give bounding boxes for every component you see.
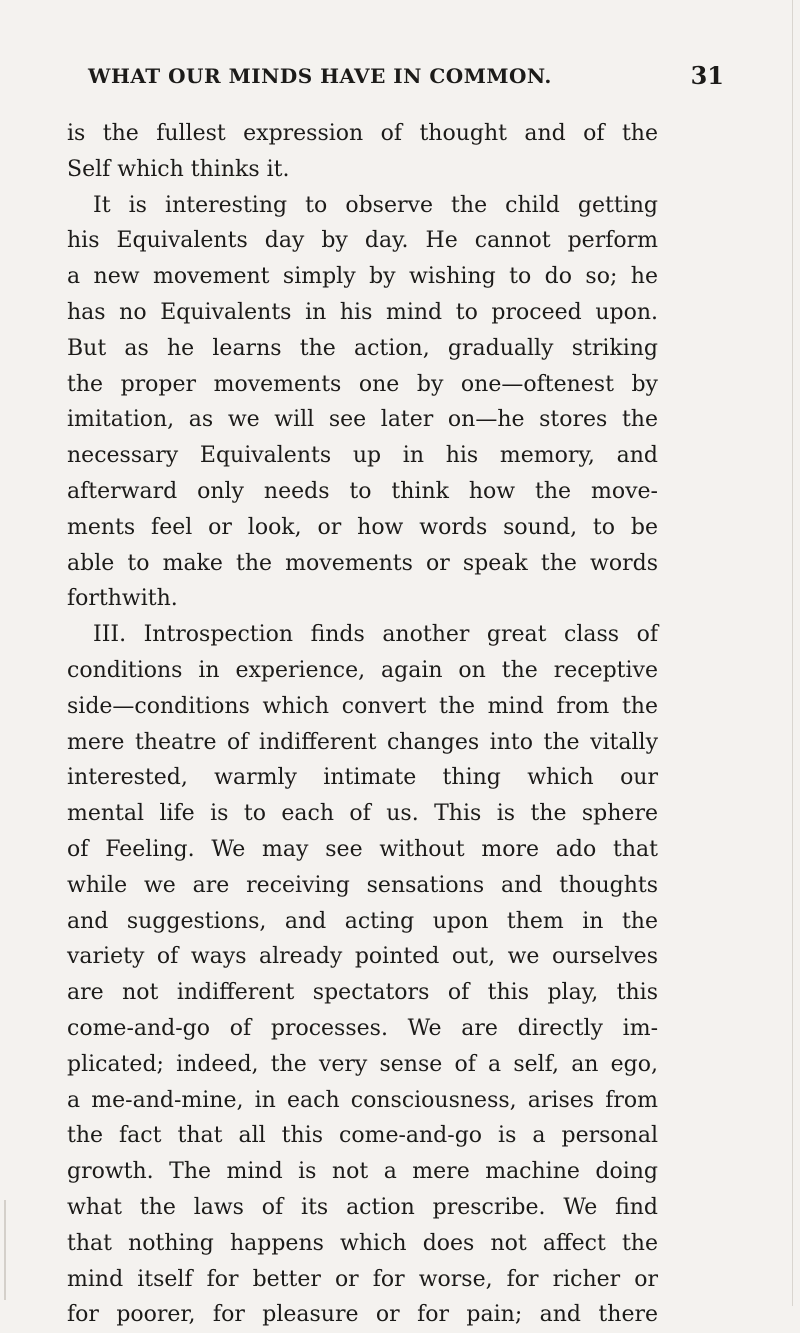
page-number: 31 bbox=[690, 61, 724, 90]
text-line: interested, warmly intimate thing which our bbox=[67, 765, 658, 791]
text-line: his Equivalents day by day. He cannot perform bbox=[67, 228, 658, 254]
text-line: ments feel or look, or how words sound, to be bbox=[67, 514, 658, 540]
text-line: that nothing happens which does not affect the bbox=[67, 1230, 658, 1256]
body-text bbox=[67, 116, 658, 1333]
running-title: WHAT OUR MINDS HAVE IN COMMON. bbox=[88, 64, 552, 88]
text-line: forthwith. bbox=[67, 586, 178, 612]
text-line: come-and-go of processes. We are directly im- bbox=[67, 1015, 658, 1041]
text-line: III. Introspection finds another great class of bbox=[93, 622, 658, 648]
text-line: conditions in experience, again on the receptive bbox=[67, 657, 658, 683]
page-edge-divider bbox=[792, 0, 793, 1306]
text-line: mere theatre of indifferent changes into the vitally bbox=[67, 729, 658, 755]
text-line: for poorer, for pleasure or for pain; and there bbox=[67, 1302, 658, 1328]
text-line: plicated; indeed, the very sense of a self, an ego, bbox=[67, 1051, 658, 1077]
text-line: are not indifferent spectators of this play, this bbox=[67, 980, 658, 1006]
text-line: while we are receiving sensations and thoughts bbox=[67, 872, 658, 898]
text-line: and suggestions, and acting upon them in the bbox=[67, 908, 658, 934]
text-line: variety of ways already pointed out, we ourselves bbox=[67, 944, 658, 970]
text-line: able to make the movements or speak the words bbox=[67, 550, 658, 576]
text-line: what the laws of its action prescribe. We find bbox=[67, 1194, 658, 1220]
text-line: the proper movements one by one—oftenest by bbox=[67, 371, 658, 397]
text-line: mental life is to each of us. This is the sphere bbox=[67, 801, 658, 827]
running-head bbox=[88, 61, 724, 104]
text-line: a new movement simply by wishing to do so; he bbox=[67, 264, 658, 290]
text-line: mind itself for better or for worse, for richer or bbox=[67, 1266, 658, 1292]
text-line: of Feeling. We may see without more ado that bbox=[67, 836, 658, 862]
text-line: the fact that all this come-and-go is a personal bbox=[67, 1123, 658, 1149]
text-line: It is interesting to observe the child getting bbox=[93, 192, 658, 218]
text-line: imitation, as we will see later on—he stores the bbox=[67, 407, 658, 433]
scan-mark bbox=[4, 1200, 6, 1300]
text-line: has no Equivalents in his mind to proceed upon. bbox=[67, 299, 658, 325]
text-line: side—conditions which convert the mind from the bbox=[67, 693, 658, 719]
text-line: is the fullest expression of thought and of the bbox=[67, 121, 658, 146]
text-line: But as he learns the action, gradually striking bbox=[67, 335, 658, 361]
text-line: a me-and-mine, in each consciousness, arises from bbox=[67, 1087, 658, 1113]
text-line: Self which thinks it. bbox=[67, 156, 290, 182]
text-line: afterward only needs to think how the move- bbox=[67, 478, 658, 504]
text-line: necessary Equivalents up in his memory, and bbox=[67, 443, 658, 469]
text-line: growth. The mind is not a mere machine doing bbox=[67, 1159, 658, 1185]
